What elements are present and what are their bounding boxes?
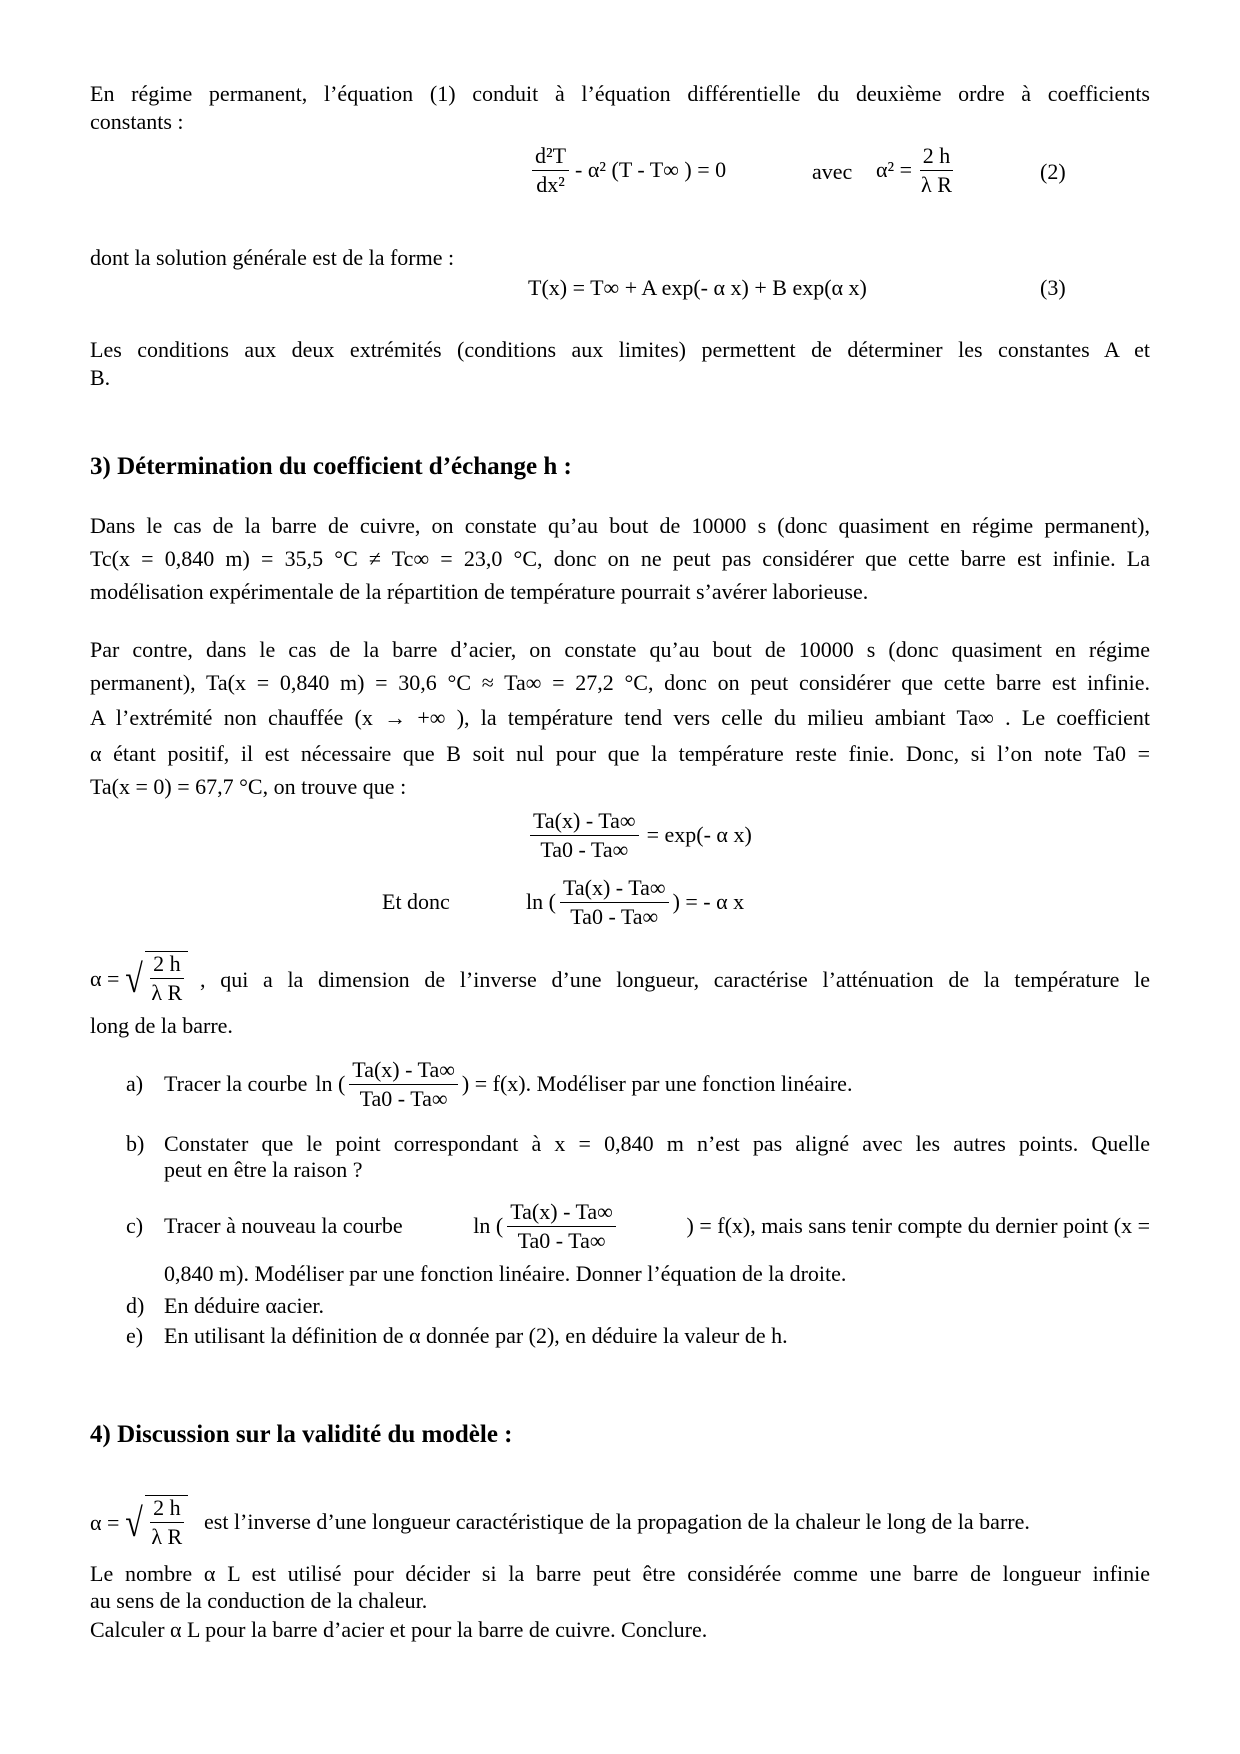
eq2-alpha-sq: α² =: [876, 157, 913, 182]
item-c-fraction: [507, 1200, 616, 1253]
s3-p2-line2: permanent), Ta(x = 0,840 m) = 30,6 °C ≈ Ta∞ = 27,2 °C, donc on peut considérer que cette barre est infinie.: [90, 670, 1150, 695]
eq2-number: (2): [1040, 159, 1066, 184]
item-a-den: Ta0 - Ta∞: [359, 1085, 448, 1111]
alpha-den: λ R: [151, 980, 183, 1005]
item-a-pre: Tracer la courbe: [164, 1071, 308, 1096]
item-a-ln: ln (: [315, 1071, 346, 1096]
eq5-rhs: ) = - α x: [672, 889, 745, 914]
s3-p1-line1: Dans le cas de la barre de cuivre, on constate qu’au bout de 10000 s (donc quasiment en régime permanent),: [90, 513, 1150, 538]
s3-p2-line3: A l’extrémité non chauffée (x → +∞ ), la température tend vers celle du milieu ambiant Ta∞ . Le coefficient: [90, 705, 1150, 730]
sqrt-symbol: [123, 951, 188, 1007]
item-c-content: [164, 1190, 1150, 1262]
item-label: c): [126, 1213, 144, 1238]
item-label: d): [126, 1293, 145, 1318]
item-b-line2: peut en être la raison ?: [164, 1157, 363, 1182]
eq2-middle: - α² (T - T∞ ) = 0: [575, 157, 727, 182]
radical-icon: √: [125, 956, 144, 1001]
conditions-line1: Les conditions aux deux extrémités (conditions aux limites) permettent de déterminer les constantes A et: [90, 337, 1150, 362]
section3-title: 3) Détermination du coefficient d’échange h :: [90, 453, 572, 480]
eq2-lhs-den: dx²: [536, 171, 565, 197]
radical-icon: √: [125, 1500, 144, 1545]
item-a-fraction: [349, 1058, 458, 1111]
eq3-number: (3): [1040, 275, 1066, 300]
item-c-expr: [473, 1200, 616, 1253]
intro-line2: constants :: [90, 109, 184, 134]
section4-title: 4) Discussion sur la validité du modèle :: [90, 1421, 513, 1448]
s4-line3: Calculer α L pour la barre d’acier et pour la barre de cuivre. Conclure.: [90, 1617, 708, 1642]
eq3-text: T(x) = T∞ + A exp(- α x) + B exp(α x): [528, 275, 867, 300]
item-c-pre: Tracer à nouveau la courbe: [164, 1213, 403, 1238]
eq5-fraction: [560, 876, 669, 929]
s3-p2-line1: Par contre, dans le cas de la barre d’acier, on constate qu’au bout de 10000 s (donc quasiment en régime: [90, 637, 1150, 662]
item-c-line2: 0,840 m). Modéliser par une fonction linéaire. Donner l’équation de la droite.: [164, 1261, 847, 1286]
equation-4: [530, 800, 752, 870]
eq4-num: Ta(x) - Ta∞: [530, 809, 639, 836]
alpha2-den: λ R: [151, 1524, 183, 1549]
eq4-fraction: [530, 809, 639, 862]
s3-p1-line3: modélisation expérimentale de la répartition de température pourrait s’avérer laborieuse.: [90, 579, 869, 604]
alpha-lhs: α =: [90, 966, 120, 991]
item-a-num: Ta(x) - Ta∞: [349, 1058, 458, 1085]
item-b-line1: Constater que le point correspondant à x = 0,840 m n’est pas aligné avec les autres points. Quelle: [164, 1131, 1150, 1156]
item-a-content: [164, 1048, 1150, 1120]
eq4-rhs: = exp(- α x): [646, 822, 752, 847]
item-label: b): [126, 1131, 145, 1156]
eq2-rhs: [876, 134, 955, 206]
item-a-post: ) = f(x). Modéliser par une fonction linéaire.: [461, 1071, 853, 1096]
eq2-lhs-fraction: [532, 144, 569, 197]
s3-p1-line2: Tc(x = 0,840 m) = 35,5 °C ≠ Tc∞ = 23,0 °C, donc on ne peut pas considérer que cette barre est infinie. La: [90, 546, 1150, 571]
item-label: a): [126, 1071, 144, 1096]
eq2-avec: avec: [812, 159, 853, 184]
item-c-num: Ta(x) - Ta∞: [507, 1200, 616, 1227]
eq4-den: Ta0 - Ta∞: [540, 836, 629, 862]
s3-p2-line4: α étant positif, il est nécessaire que B soit nul pour que la température reste finie. Donc, si l’on note Ta0 =: [90, 741, 1150, 766]
alpha-fraction: [145, 951, 188, 1007]
s3-p2-line5: Ta(x = 0) = 67,7 °C, on trouve que :: [90, 774, 407, 799]
eq5-num: Ta(x) - Ta∞: [560, 876, 669, 903]
eq2-rhs-den: λ R: [921, 171, 952, 197]
eq2-rhs-num: 2 h: [920, 144, 954, 171]
item-c-post: ) = f(x), mais sans tenir compte du dernier point (x =: [686, 1213, 1150, 1238]
item-c-den: Ta0 - Ta∞: [517, 1227, 606, 1253]
alpha-text-line2: long de la barre.: [90, 1013, 233, 1038]
s4-line1: Le nombre α L est utilisé pour décider si la barre peut être considérée comme une barre de longueur infinie: [90, 1561, 1150, 1586]
item-d-text: En déduire αacier.: [164, 1293, 324, 1318]
item-e-text: En utilisant la définition de α donnée par (2), en déduire la valeur de h.: [164, 1323, 788, 1348]
solution-intro: dont la solution générale est de la forme :: [90, 245, 455, 270]
intro-line1: En régime permanent, l’équation (1) conduit à l’équation différentielle du deuxième ordre à coefficients: [90, 81, 1150, 106]
alpha2-lhs: α =: [90, 1510, 120, 1535]
equation-2: [532, 134, 726, 206]
alpha-definition: [90, 944, 188, 1014]
eq2-rhs-fraction: [918, 144, 955, 197]
alpha-text-line1: , qui a la dimension de l’inverse d’une longueur, caractérise l’atténuation de la température le: [200, 967, 1150, 992]
item-label: e): [126, 1323, 144, 1348]
conditions-line2: B.: [90, 365, 111, 390]
item-c-ln: ln (: [473, 1213, 504, 1238]
alpha2-text: est l’inverse d’une longueur caractéristique de la propagation de la chaleur le long de la barre.: [204, 1509, 1030, 1534]
alpha-num: 2 h: [150, 952, 184, 979]
alpha2-num: 2 h: [150, 1496, 184, 1523]
alpha-definition-2: [90, 1488, 188, 1558]
equation-5: [526, 866, 744, 938]
alpha2-fraction: [145, 1495, 188, 1551]
eq5-ln: ln (: [526, 889, 556, 914]
sqrt-symbol-2: [123, 1495, 188, 1551]
et-donc: Et donc: [382, 889, 450, 914]
eq2-lhs-num: d²T: [532, 144, 569, 171]
eq5-den: Ta0 - Ta∞: [570, 903, 659, 929]
s4-line2: au sens de la conduction de la chaleur.: [90, 1588, 428, 1613]
